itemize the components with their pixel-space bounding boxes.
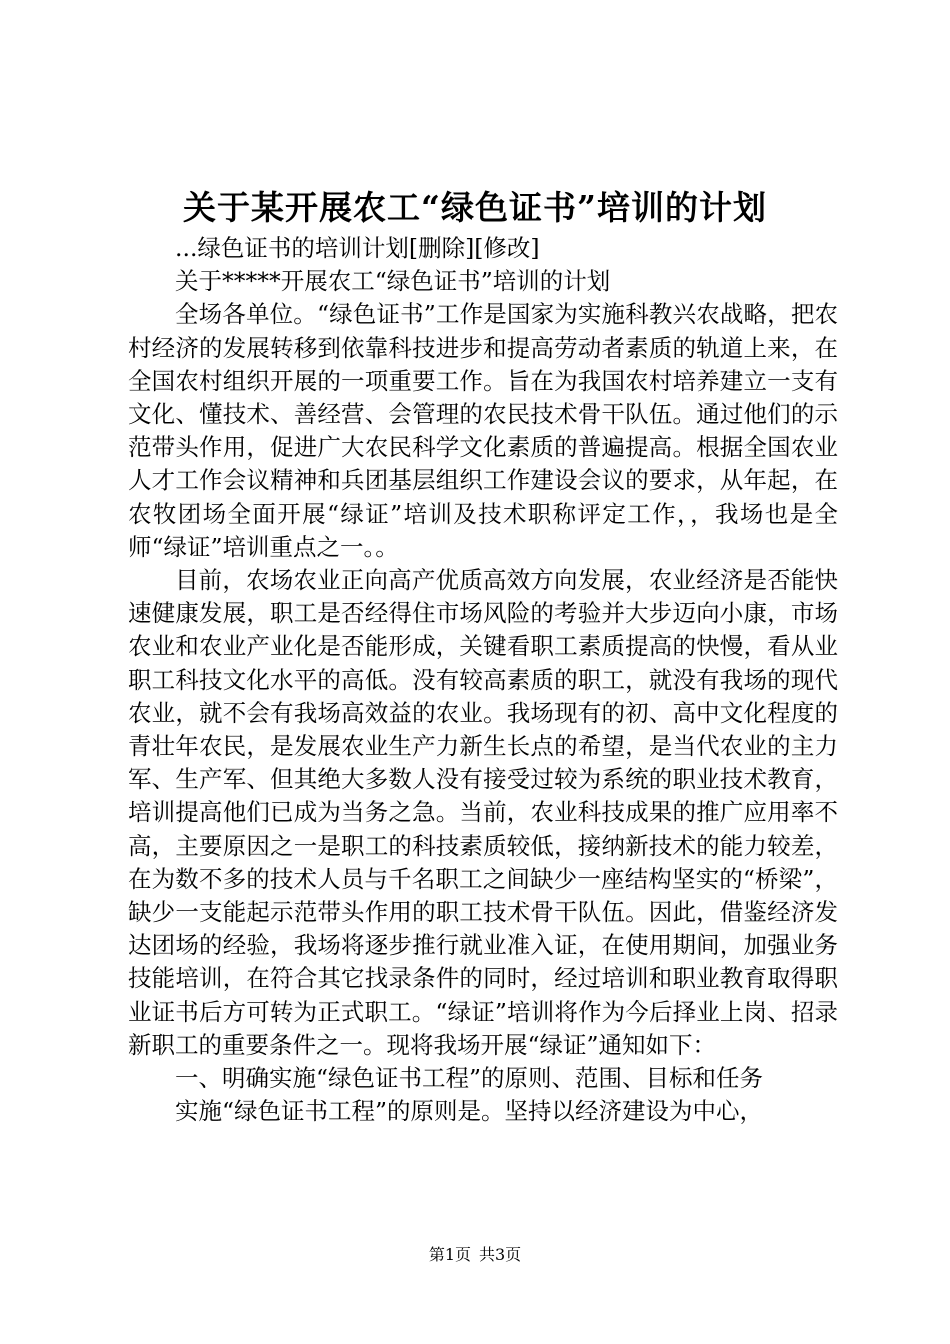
paragraph-section-one-heading: 一、明确实施“绿色证书工程”的原则、范围、目标和任务	[175, 1064, 764, 1093]
page-footer	[0, 1244, 950, 1266]
paragraph-subtitle-link: ...绿色证书的培训计划[删除][修改]	[175, 234, 540, 262]
page-total: 共3页	[479, 1245, 522, 1264]
paragraph-current-situation: 目前，农场农业正向高产优质高效方向发展，农业经济是否能快速健康发展，职工是否经得住市场风险的考验并大步迈向小康，市场农业和农业产业化是否能形成，关键看职工素质提高的快慢，看从业职工科技文化水平的高低。没有较高素质的职工，就没有我场的现代农业，就不会有我场高效益的农业。我场现有的初、高中文化程度的青壮年农民，是发展农业生产力新生长点的希望，是当代农业的主力军、生产军、但其绝大多数人没有接受过较为系统的职业技术教育，培训提高他们已成为当务之急。当前，农业科技成果的推广应用率不高，主要原因之一是职工的科技素质较低，接纳新技术的能力较差，在为数不多的技术人员与千名职工之间缺少一座结构坚实的“桥梁”，缺少一支能起示范带头作用的职工技术骨干队伍。因此，借鉴经济发达团场的经验，我场将逐步推行就业准入证，在使用期间，加强业务技能培训，在符合其它找录条件的同时，经过培训和职业教育取得职业证书后方可转为正式职工。“绿证”培训将作为今后择业上岗、招录新职工的重要条件之一。现将我场开展“绿证”通知如下：	[128, 566, 838, 1059]
document-body	[128, 232, 838, 1128]
page-number: 第1页	[428, 1245, 471, 1264]
paragraph-heading: 关于*****开展农工“绿色证书”培训的计划	[175, 267, 611, 296]
paragraph-intro: 全场各单位。“绿色证书”工作是国家为实施科教兴农战略，把农村经济的发展转移到依靠科技进步和提高劳动者素质的轨道上来，在全国农村组织开展的一项重要工作。旨在为我国农村培养建立一支有文化、懂技术、善经营、会管理的农民技术骨干队伍。通过他们的示范带头作用，促进广大农民科学文化素质的普遍提高。根据全国农业人才工作会议精神和兵团基层组织工作建设会议的要求，从年起，在农牧团场全面开展“绿证”培训及技术职称评定工作，，我场也是全师“绿证”培训重点之一。。	[128, 300, 838, 561]
document-title: 关于某开展农工“绿色证书”培训的计划	[183, 188, 767, 227]
paragraph-principles: 实施“绿色证书工程”的原则是。坚持以经济建设为中心，	[175, 1097, 764, 1126]
